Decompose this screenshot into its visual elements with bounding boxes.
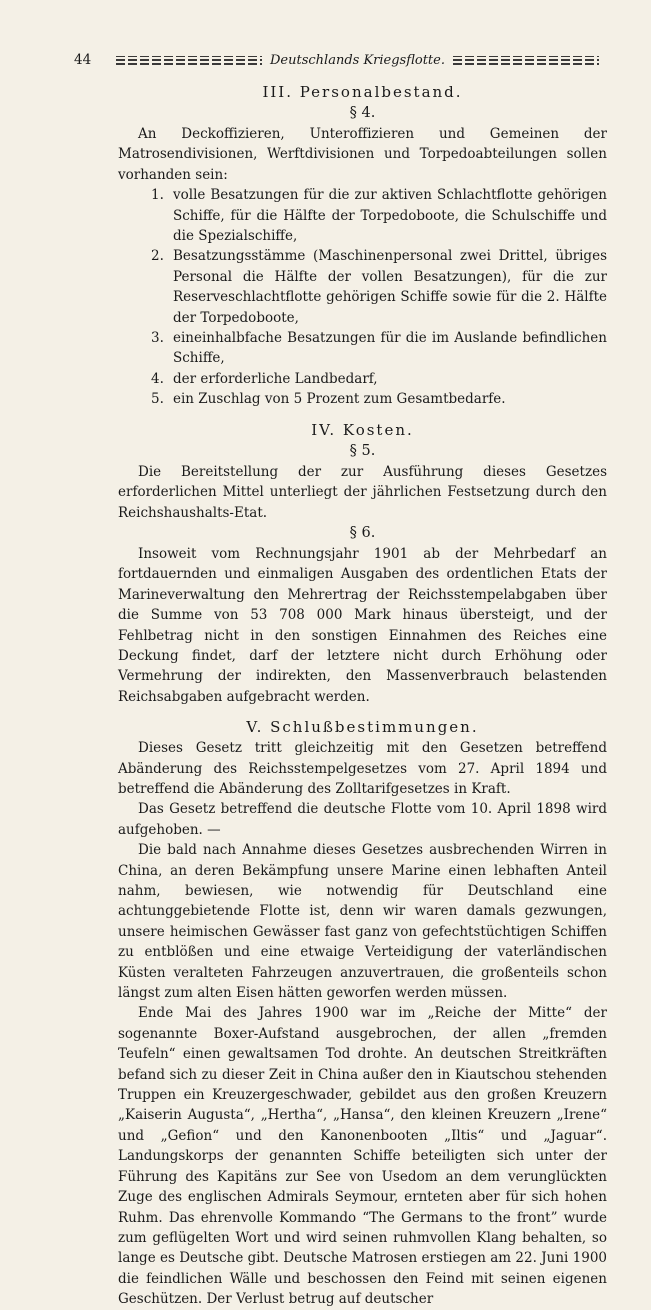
body-paragraph: Das Gesetz betreffend die deutsche Flotte vom 10. April 1898 wird aufgehoben. — bbox=[118, 801, 607, 838]
running-title: Deutschlands Kriegsflotte. bbox=[270, 52, 445, 68]
body-paragraph: Die bald nach Annahme dieses Gesetzes ausbrechenden Wirren in China, an deren Bekämpfung unsere Marine einen lebhaften Anteil nahm, bewiesen, wie notwendig für Deutschland eine achtunggebietende Flotte ist, denn wir waren damals gezwungen, unsere heimischen Gewässer fast ganz von gefechtstüchtigen Schiffen zu entblößen und eine etwaige Verteidigung der vaterländischen Küsten veralteten Fahrzeugen anzuvertrauen, die großenteils schon längst zum alten Eisen hätten geworfen werden müssen. bbox=[118, 842, 607, 1002]
list-item: 4. der erforderliche Landbedarf, bbox=[151, 370, 378, 387]
running-header bbox=[74, 48, 607, 72]
list-item: 5. ein Zuschlag von 5 Prozent zum Gesamtbedarfe. bbox=[151, 391, 506, 408]
header-ornament-left bbox=[116, 56, 262, 65]
paragraph-mark-4: § 4. bbox=[349, 105, 376, 121]
list-item: 3. eineinhalbfache Besatzungen für die im Auslande befindlichen Schiffe, bbox=[151, 330, 607, 367]
section-heading-kosten: IV. Kosten. bbox=[311, 420, 414, 439]
section-heading-personalbestand: III. Personalbestand. bbox=[262, 83, 463, 101]
paragraph-mark-5: § 5. bbox=[349, 442, 376, 459]
paragraph-mark-6: § 6. bbox=[349, 524, 376, 541]
section-heading-schlussbestimmungen: V. Schlußbestimmungen. bbox=[246, 718, 479, 737]
body-paragraph: Ende Mai des Jahres 1900 war im „Reiche der Mitte“ der sogenannte Boxer-Aufstand ausgebrochen, der allen „fremden Teufeln“ einen gewaltsamen Tod drohte. An deutschen Streitkräften befand sich zu dieser Zeit in China außer den in Kiautschou stehenden Truppen ein Kreuzergeschwader, gebildet aus den großen Kreuzern „Kaiserin Augusta“, „Hertha“, „Hansa“, den kleinen Kreuzern „Irene“ und „Gefion“ und den Kanonenbooten „Iltis“ und „Jaguar“. Landungskorps der genannten Schiffe beteiligten sich unter der Führung des Kapitäns zur See von Usedom an dem verunglückten Zuge des englischen Admirals Seymour, ernteten aber für sich hohen Ruhm. Das ehrenvolle Kommando “The Germans to the front” wurde zum geflügelten Wort und wird seinen ruhmvollen Klang behalten, so lange es Deutsche gibt. Deutsche Matrosen erstiegen am 22. Juni 1900 die feindlichen Wälle und beschossen den Feind mit seinen eigenen Geschützen. Der Verlust betrug auf deutscher bbox=[118, 1005, 607, 1308]
section6-text: Insoweit vom Rechnungsjahr 1901 ab der Mehrbedarf an fortdauernden und einmaligen Ausgaben des ordentlichen Etats der Marineverwaltung den Mehrertrag der Reichsstempelabgaben über die Summe von 53 708 000 Mark hinaus übersteigt, und der Fehlbetrag nicht in den sonstigen Einnahmen des Reiches eine Deckung findet, darf der letztere nicht durch Erhöhung oder Vermehrung der indirekten, den Massenverbrauch belastenden Reichsabgaben aufgebracht werden. bbox=[118, 545, 607, 705]
list-item: 2. Besatzungsstämme (Maschinenpersonal zwei Drittel, übriges Personal die Hälfte der vollen Besatzungen), für die zur Reserveschlachtflotte gehörigen Schiffe sowie für die 2. Hälfte der Torpedoboote, bbox=[151, 248, 607, 326]
list-item: 1. volle Besatzungen für die zur aktiven Schlachtflotte gehörigen Schiffe, für die Hälfte der Torpedoboote, die Schulschiffe und die Spezialschiffe, bbox=[151, 187, 607, 245]
personnel-list bbox=[118, 185, 607, 409]
section5-text: Die Bereitstellung der zur Ausführung dieses Gesetzes erforderlichen Mittel unterliegt der jährlichen Festsetzung durch den Reichshaushalts-Etat. bbox=[118, 463, 607, 521]
header-ornament-right bbox=[453, 56, 599, 65]
body-paragraph: Dieses Gesetz tritt gleichzeitig mit den Gesetzen betreffend Abänderung des Reichsstempelgesetzes vom 27. April 1894 und betreffend die Abänderung des Zolltarifgesetzes in Kraft. bbox=[118, 740, 607, 797]
page-number: 44 bbox=[74, 52, 92, 68]
section4-intro: An Deckoffizieren, Unteroffizieren und Gemeinen der Matrosendivisionen, Werftdivisionen und Torpedoabteilungen sollen vorhanden sein: bbox=[118, 126, 607, 183]
